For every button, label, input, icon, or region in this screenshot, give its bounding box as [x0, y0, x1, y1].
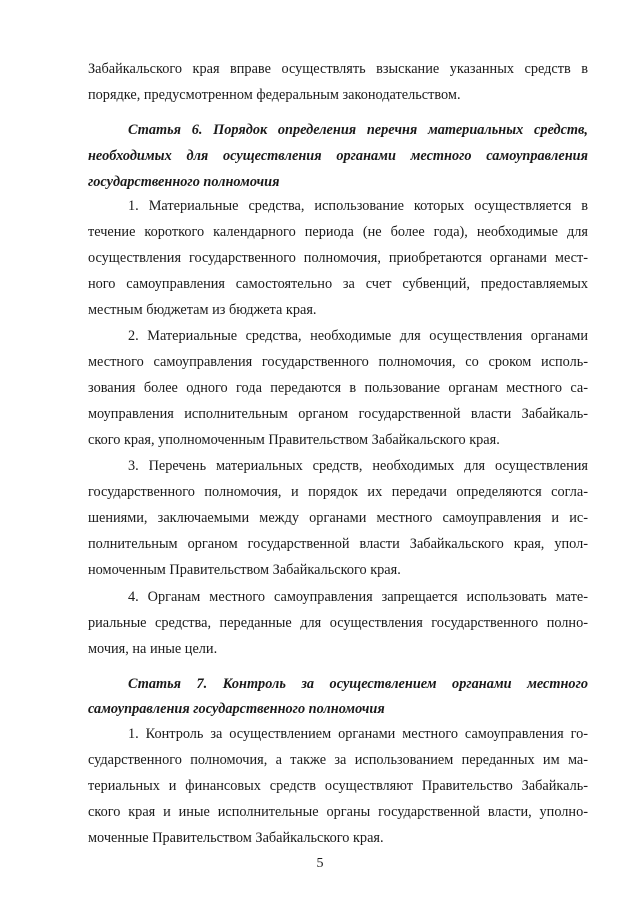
article-6-heading-line-3: государственного полномочия	[88, 174, 280, 190]
article-7-p1-line-2: сударственного полномочия, а также за использованием переданных им ма-	[88, 752, 588, 768]
article-7-heading-line-1: Статья 7. Контроль за осуществлением органами местного	[128, 676, 588, 692]
article-7-p1-line-4: ского края и иные исполнительные органы государственной власти, уполно-	[88, 804, 588, 820]
article-6-heading-line-2: необходимых для осуществления органами местного самоуправления	[88, 148, 588, 164]
article-6-p3-line-2: государственного полномочия, и порядок их передачи определяются согла-	[88, 484, 588, 500]
article-6-p3-line-1: 3. Перечень материальных средств, необходимых для осуществления	[128, 458, 588, 474]
article-6-p1-line-3: осуществления государственного полномочия, приобретаются органами мест-	[88, 250, 588, 266]
article-6-p2-line-2: местного самоуправления государственного полномочия, со сроком исполь-	[88, 354, 588, 370]
article-7-p1-line-1: 1. Контроль за осуществлением органами местного самоуправления го-	[128, 726, 588, 742]
intro-line-2: порядке, предусмотренном федеральным законодательством.	[88, 87, 461, 103]
article-6-p4-line-1: 4. Органам местного самоуправления запрещается использовать мате-	[128, 589, 588, 605]
article-6-p2-line-4: моуправления исполнительным органом государственной власти Забайкаль-	[88, 406, 588, 422]
article-6-p4-line-2: риальные средства, переданные для осуществления государственного полно-	[88, 615, 588, 631]
article-6-p1-line-2: течение короткого календарного периода (не более года), необходимые для	[88, 224, 588, 240]
article-6-p3-line-3: шениями, заключаемыми между органами местного самоуправления и ис-	[88, 510, 588, 526]
article-6-p1-line-1: 1. Материальные средства, использование которых осуществляется в	[128, 198, 588, 214]
intro-line-1: Забайкальского края вправе осуществлять взыскание указанных средств в	[88, 61, 588, 77]
article-6-p2-line-1: 2. Материальные средства, необходимые для осуществления органами	[128, 328, 588, 344]
article-6-p1-line-5: местным бюджетам из бюджета края.	[88, 302, 317, 318]
article-6-p2-line-3: зования более одного года передаются в пользование органам местного са-	[88, 380, 588, 396]
article-6-p4-line-3: мочия, на иные цели.	[88, 641, 218, 657]
article-6-heading-line-1: Статья 6. Порядок определения перечня материальных средств,	[128, 122, 588, 138]
article-7-p1-line-5: моченные Правительством Забайкальского края.	[88, 830, 384, 846]
article-6-p3-line-5: номоченным Правительством Забайкальского края.	[88, 562, 401, 578]
page-number: 5	[316, 856, 324, 871]
article-6-p1-line-4: ного самоуправления самостоятельно за счет субвенций, предоставляемых	[88, 276, 588, 292]
article-7-p1-line-3: териальных и финансовых средств осуществляют Правительство Забайкаль-	[88, 778, 588, 794]
article-7-heading-line-2: самоуправления государственного полномочия	[88, 701, 385, 717]
article-6-p2-line-5: ского края, уполномоченным Правительством Забайкальского края.	[88, 432, 500, 448]
article-6-p3-line-4: полнительным органом государственной власти Забайкальского края, упол-	[88, 536, 588, 552]
